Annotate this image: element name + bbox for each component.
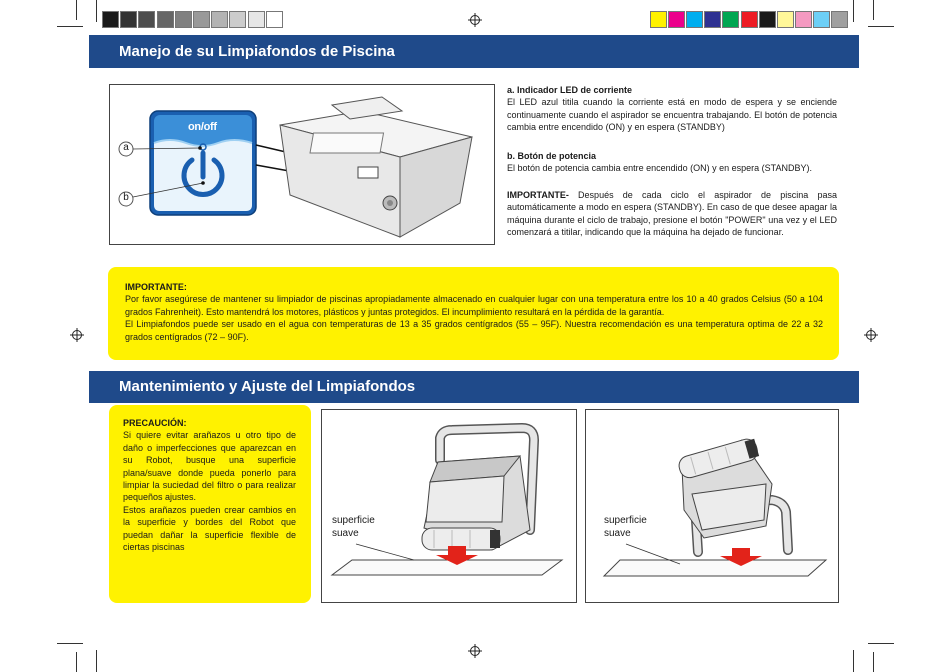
registration-mark-icon: [864, 328, 878, 342]
color-swatch: [813, 11, 830, 28]
color-swatch: [650, 11, 667, 28]
color-swatch: [831, 11, 848, 28]
gray-swatch: [138, 11, 155, 28]
gray-swatch: [211, 11, 228, 28]
surface-label-line1: superficie: [332, 515, 375, 526]
button-label: on/off: [188, 121, 217, 133]
color-swatch: [741, 11, 758, 28]
indicator-heading: a. Indicador LED de corriente: [507, 85, 633, 95]
color-swatch: [777, 11, 794, 28]
registration-mark-icon: [468, 13, 482, 27]
surface-label-line2: suave: [604, 528, 631, 539]
robot-upright-figure: [321, 409, 577, 603]
crop-mark: [57, 26, 83, 27]
section-header: [89, 35, 859, 68]
crop-mark: [868, 643, 894, 644]
gray-swatch: [229, 11, 246, 28]
gray-swatch: [157, 11, 174, 28]
color-swatch: [704, 11, 721, 28]
indicator-body: El LED azul titila cuando la corriente está en modo de espera y se enciende continuamente cuando el aspirador se encuentra trabajando. El botón de potencia cambia entre encendido (ON) y en espera (STANDBY): [507, 97, 837, 133]
callout-a: a: [123, 142, 129, 153]
caution-body: Si quiere evitar arañazos u otro tipo de daño o imperfecciones que aparezcan en su Robot, busque una superficie plana/suave donde pueda ponerlo para limpiar la suciedad del filtro o para realizar pequeños ajustes. Estos arañazos pueden crear cambios en la superficie y bordes del Robot que puedan dañar la superficie flexible de ciertas piscinas: [123, 430, 296, 553]
crop-mark: [873, 652, 874, 672]
power-button-section: [507, 150, 837, 175]
important-note-label: IMPORTANTE-: [507, 190, 569, 200]
crop-mark: [853, 650, 854, 672]
gray-swatch: [120, 11, 137, 28]
registration-mark-icon: [70, 328, 84, 342]
section-title: Manejo de su Limpiafondos de Piscina: [119, 43, 395, 60]
color-swatch: [668, 11, 685, 28]
robot-tilted-figure: [585, 409, 839, 603]
important-body: Por favor asegúrese de mantener su limpiador de piscinas apropiadamente almacenado en cualquier lugar con una temperatura entre los 10 a 40 grados Celsius (50 a 104 grados Fahrenheit). Esto mantendrá los motores, plásticos y juntas protegidos. El incumplimiento resultará en la pérdida de la garantía. El Limpiafondos puede ser usado en el agua con temperaturas de 13 a 35 grados centígrados (55 – 95F). Nuestra recomendación es una temperatura optima de 22 a 32 grados centígrados (72 – 90F).: [125, 294, 823, 342]
control-panel-figure: [109, 84, 495, 245]
color-swatch: [722, 11, 739, 28]
crop-mark: [868, 26, 894, 27]
crop-mark: [76, 0, 77, 20]
important-note: [507, 189, 837, 239]
color-swatch: [795, 11, 812, 28]
crop-mark: [57, 643, 83, 644]
color-swatch: [686, 11, 703, 28]
crop-mark: [96, 650, 97, 672]
gray-swatch: [193, 11, 210, 28]
callout-b: b: [123, 192, 129, 203]
power-button-body: El botón de potencia cambia entre encendido (ON) y en espera (STANDBY).: [507, 163, 812, 174]
gray-swatch: [175, 11, 192, 28]
gray-swatch: [266, 11, 283, 28]
caution-box: [109, 405, 311, 603]
registration-mark-icon: [468, 644, 482, 658]
surface-label-line2: suave: [332, 528, 359, 539]
caution-heading: PRECAUCIÓN:: [123, 418, 187, 428]
crop-mark: [76, 652, 77, 672]
surface-label-line1: superficie: [604, 515, 647, 526]
important-note-body: Después de cada ciclo el aspirador de piscina pasa automáticamente a modo en espera (STANDBY). En caso de que desee apagar la máquina durante el ciclo de trabajo, presione el botón "POWER" una vez y el LED comenzará a titilar, indicando que la máquina ha dejado de funcionar.: [507, 190, 837, 238]
gray-swatch: [102, 11, 119, 28]
surface-label: [332, 514, 375, 540]
gray-swatch: [248, 11, 265, 28]
color-swatch: [759, 11, 776, 28]
crop-mark: [853, 0, 854, 22]
crop-mark: [96, 0, 97, 22]
surface-label: [604, 514, 647, 540]
important-heading: IMPORTANTE:: [125, 282, 187, 292]
power-button-heading: b. Botón de potencia: [507, 151, 596, 161]
section-header: [89, 371, 859, 403]
important-box: [108, 267, 839, 360]
crop-mark: [873, 0, 874, 20]
indicator-section: [507, 84, 837, 134]
section-title: Mantenimiento y Ajuste del Limpiafondos: [119, 378, 416, 395]
